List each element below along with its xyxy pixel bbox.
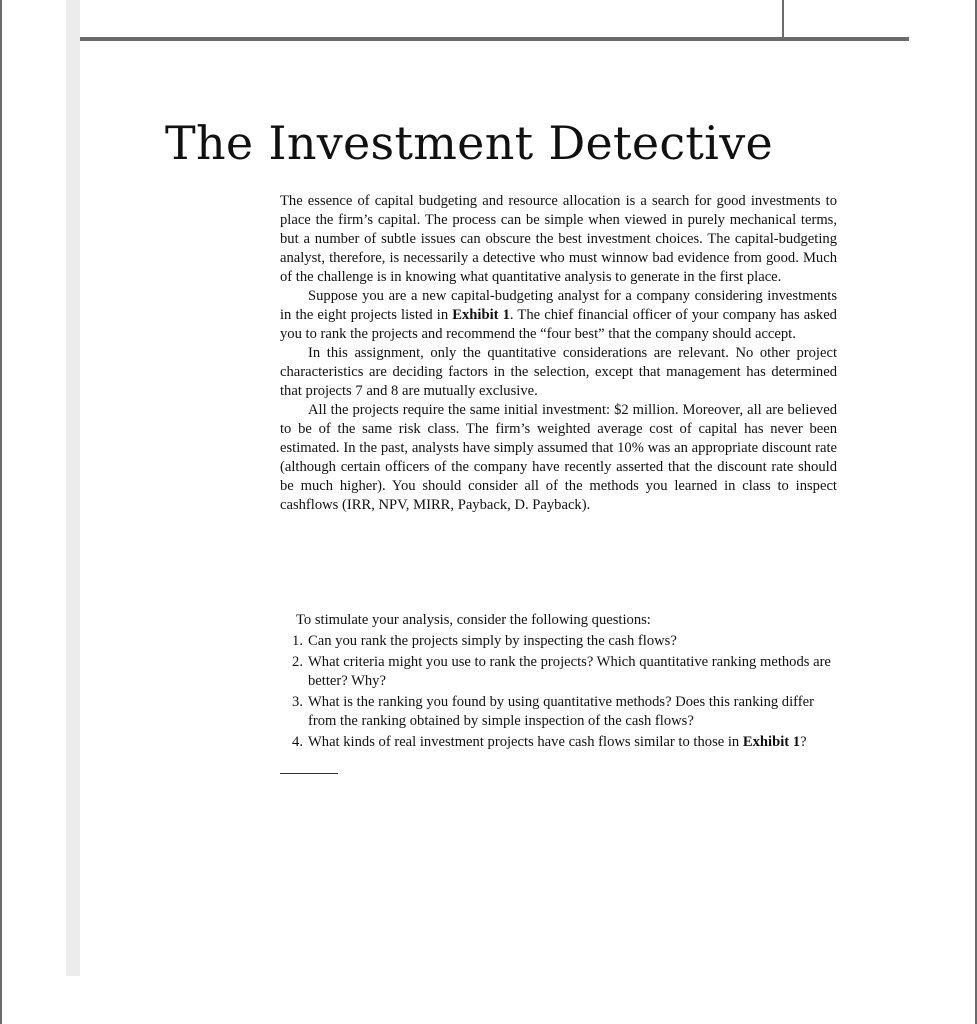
questions-intro: To stimulate your analysis, consider the following questions: bbox=[296, 612, 651, 628]
question-text: Can you rank the projects simply by inspecting the cash flows? bbox=[308, 633, 677, 649]
footnote-rule bbox=[280, 773, 338, 774]
paragraph-2-text: Suppose you are a new capital-budgeting analyst for a company considering investments in the eight projects listed in bbox=[280, 288, 837, 323]
question-item bbox=[280, 693, 840, 731]
paragraph-2 bbox=[280, 287, 837, 344]
question-number: 1. bbox=[292, 633, 303, 649]
question-text: What is the ranking you found by using quantitative methods? Does this ranking differ from the ranking obtained by simple inspection of the cash flows? bbox=[308, 694, 814, 729]
question-text bbox=[308, 733, 840, 752]
question-4-tail: ? bbox=[800, 734, 807, 750]
page-frame-left bbox=[0, 0, 2, 1024]
paragraph-2-tail: . The chief financial officer of your company has asked you to rank the projects and recommend the “four best” that the company should accept. bbox=[280, 307, 837, 342]
question-number: 3. bbox=[292, 694, 303, 710]
question-number: 2. bbox=[292, 654, 303, 670]
exhibit-reference: Exhibit 1 bbox=[742, 734, 801, 750]
question-item bbox=[280, 653, 840, 691]
header-tick bbox=[782, 0, 784, 37]
paragraph-3: In this assignment, only the quantitative considerations are relevant. No other project characteristics are deciding factors in the selection, except that management has determined that projects 7 and 8 are mutually exclusive. bbox=[280, 345, 837, 399]
exhibit-reference: Exhibit 1 bbox=[452, 307, 510, 323]
paragraph-1: The essence of capital budgeting and resource allocation is a search for good investments to place the firm’s capital. The process can be simple when viewed in purely mechanical terms, but a number of subtle issues can obscure the best investment choices. The capital-budgeting analyst, therefore, is necessarily a detective who must winnow bad evidence from good. Much of the challenge is in knowing what quantitative analysis to generate in the first place. bbox=[280, 193, 837, 285]
question-text: What criteria might you use to rank the projects? Which quantitative ranking methods are better? Why? bbox=[308, 654, 831, 689]
questions-list bbox=[280, 632, 840, 752]
header-rule bbox=[80, 37, 909, 41]
page-title: The Investment Detective bbox=[165, 116, 774, 170]
question-4-text: What kinds of real investment projects have cash flows similar to those in bbox=[308, 734, 743, 750]
question-number: 4. bbox=[292, 734, 303, 750]
paragraph-4: All the projects require the same initial investment: $2 million. Moreover, all are believed to be of the same risk class. The firm’s weighted average cost of capital has never been estimated. In the past, analysts have simply assumed that 10% was an appropriate discount rate (although certain officers of the company have recently asserted that the discount rate should be much higher). You should consider all of the methods you learned in class to inspect cashflows (IRR, NPV, MIRR, Payback, D. Payback). bbox=[280, 402, 837, 513]
question-item bbox=[280, 733, 840, 752]
body-text bbox=[280, 192, 837, 515]
questions-section bbox=[280, 611, 840, 752]
page-gutter bbox=[66, 0, 80, 976]
question-item bbox=[280, 632, 840, 651]
